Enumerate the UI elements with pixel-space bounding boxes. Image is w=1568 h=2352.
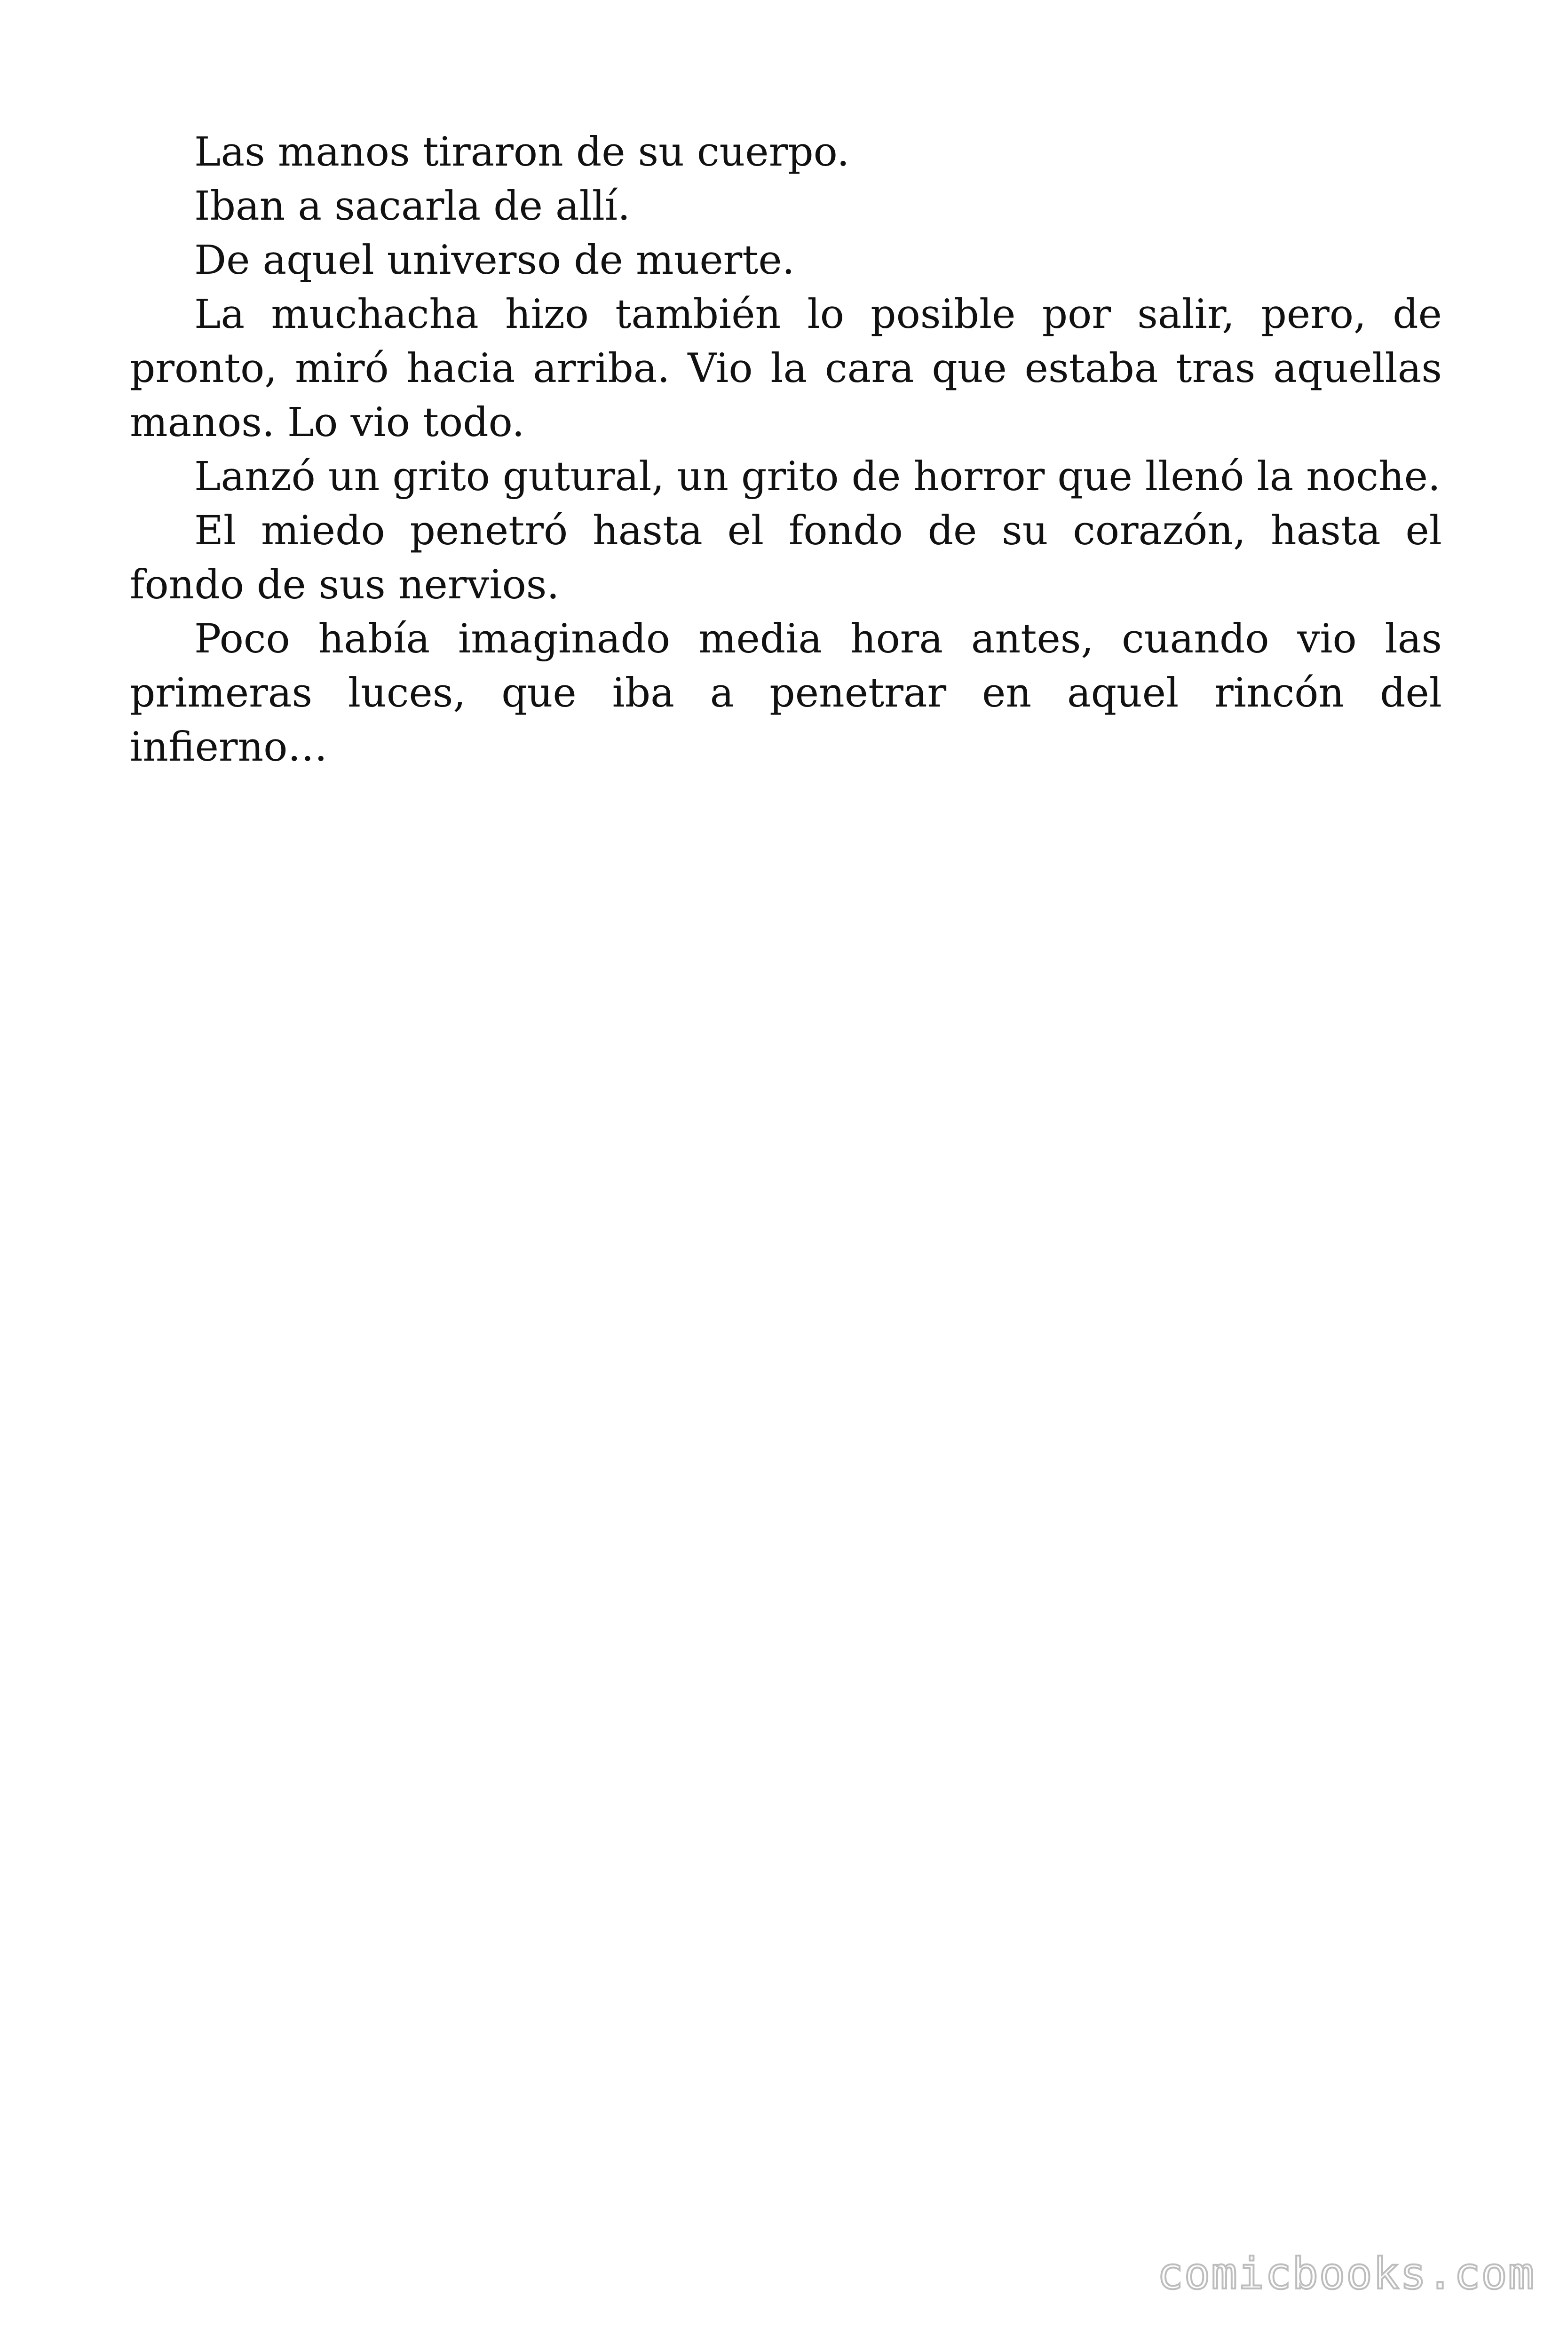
body-text [130,125,1442,774]
paragraph: La muchacha hizo también lo posible por salir, pero, de pronto, miró hacia arriba. Vio la cara que estaba tras aquellas manos. Lo vio todo. [130,291,1442,446]
paragraph: Las manos tiraron de su cuerpo. [194,129,850,175]
paragraph: El miedo penetró hasta el fondo de su corazón, hasta el fondo de sus nervios. [130,508,1442,608]
paragraph: De aquel universo de muerte. [194,237,795,284]
paragraph: Iban a sacarla de allí. [194,183,631,230]
paragraph: Poco había imaginado media hora antes, cuando vio las primeras luces, que iba a penetrar en aquel rincón del infierno… [130,616,1442,771]
watermark: comicbooks.com [1157,2249,1535,2299]
paragraph: Lanzó un grito gutural, un grito de horror que llenó la noche. [194,453,1441,500]
